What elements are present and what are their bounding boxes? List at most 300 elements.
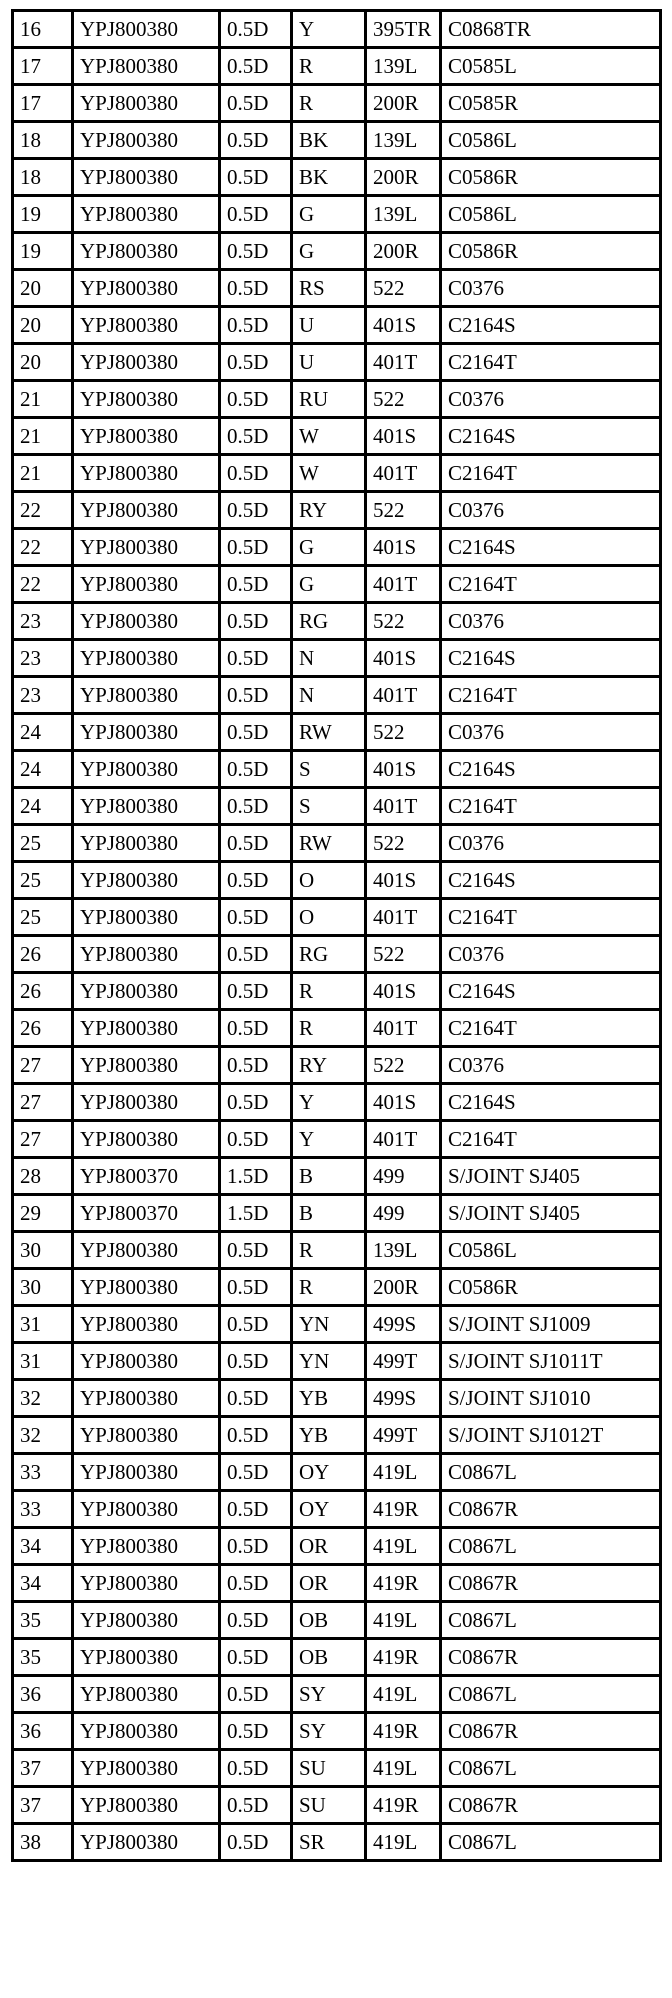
table-row: [13, 529, 661, 566]
table-row: [13, 1565, 661, 1602]
cell-terminal: 419R: [366, 1787, 441, 1824]
cell-number: 33: [13, 1491, 73, 1528]
cell-connector: C0376: [441, 492, 661, 529]
cell-number: 23: [13, 640, 73, 677]
cell-color: RG: [292, 603, 366, 640]
cell-size: 0.5D: [220, 418, 292, 455]
cell-size: 0.5D: [220, 11, 292, 48]
cell-number: 24: [13, 788, 73, 825]
cell-color: R: [292, 1010, 366, 1047]
cell-number: 27: [13, 1121, 73, 1158]
cell-terminal: 401T: [366, 566, 441, 603]
table-row: [13, 1639, 661, 1676]
cell-number: 30: [13, 1269, 73, 1306]
cell-color: Y: [292, 11, 366, 48]
cell-part-no: YPJ800380: [73, 529, 220, 566]
cell-color: R: [292, 973, 366, 1010]
cell-part-no: YPJ800380: [73, 122, 220, 159]
cell-number: 31: [13, 1306, 73, 1343]
cell-terminal: 401S: [366, 973, 441, 1010]
cell-terminal: 139L: [366, 1232, 441, 1269]
cell-connector: C0585R: [441, 85, 661, 122]
cell-terminal: 522: [366, 603, 441, 640]
cell-size: 0.5D: [220, 640, 292, 677]
cell-part-no: YPJ800380: [73, 196, 220, 233]
cell-size: 0.5D: [220, 1121, 292, 1158]
table-row: [13, 1010, 661, 1047]
cell-part-no: YPJ800380: [73, 936, 220, 973]
cell-terminal: 401S: [366, 1084, 441, 1121]
cell-color: R: [292, 1232, 366, 1269]
cell-color: OB: [292, 1639, 366, 1676]
cell-color: S: [292, 751, 366, 788]
cell-terminal: 522: [366, 1047, 441, 1084]
cell-connector: C0376: [441, 381, 661, 418]
cell-part-no: YPJ800380: [73, 1306, 220, 1343]
cell-number: 35: [13, 1602, 73, 1639]
cell-number: 33: [13, 1454, 73, 1491]
cell-color: RW: [292, 714, 366, 751]
table-row: [13, 1824, 661, 1861]
cell-color: U: [292, 307, 366, 344]
cell-number: 21: [13, 381, 73, 418]
cell-connector: C2164T: [441, 455, 661, 492]
cell-number: 26: [13, 936, 73, 973]
table-row: [13, 455, 661, 492]
cell-terminal: 419R: [366, 1713, 441, 1750]
cell-part-no: YPJ800380: [73, 381, 220, 418]
cell-connector: C0868TR: [441, 11, 661, 48]
cell-color: OB: [292, 1602, 366, 1639]
cell-connector: C2164S: [441, 640, 661, 677]
cell-part-no: YPJ800380: [73, 1010, 220, 1047]
table-row: [13, 11, 661, 48]
table-row: [13, 344, 661, 381]
cell-number: 22: [13, 492, 73, 529]
cell-number: 36: [13, 1676, 73, 1713]
cell-part-no: YPJ800380: [73, 418, 220, 455]
cell-terminal: 139L: [366, 196, 441, 233]
table-row: [13, 751, 661, 788]
cell-color: OY: [292, 1491, 366, 1528]
cell-size: 0.5D: [220, 899, 292, 936]
cell-terminal: 499: [366, 1158, 441, 1195]
cell-part-no: YPJ800380: [73, 1380, 220, 1417]
table-row: [13, 1269, 661, 1306]
cell-size: 0.5D: [220, 603, 292, 640]
table-row: [13, 1343, 661, 1380]
cell-part-no: YPJ800380: [73, 714, 220, 751]
cell-number: 19: [13, 233, 73, 270]
cell-terminal: 419R: [366, 1491, 441, 1528]
cell-terminal: 499S: [366, 1306, 441, 1343]
cell-connector: C0867R: [441, 1491, 661, 1528]
cell-number: 27: [13, 1084, 73, 1121]
cell-size: 0.5D: [220, 566, 292, 603]
cell-color: BK: [292, 159, 366, 196]
cell-connector: C0376: [441, 603, 661, 640]
cell-connector: C0586L: [441, 122, 661, 159]
cell-size: 0.5D: [220, 307, 292, 344]
cell-part-no: YPJ800380: [73, 825, 220, 862]
cell-color: OR: [292, 1528, 366, 1565]
cell-part-no: YPJ800380: [73, 973, 220, 1010]
cell-terminal: 419L: [366, 1676, 441, 1713]
cell-color: B: [292, 1158, 366, 1195]
cell-size: 0.5D: [220, 492, 292, 529]
cell-part-no: YPJ800380: [73, 233, 220, 270]
table-row: [13, 1750, 661, 1787]
cell-terminal: 401S: [366, 640, 441, 677]
cell-size: 0.5D: [220, 381, 292, 418]
table-row: [13, 1380, 661, 1417]
cell-terminal: 419L: [366, 1824, 441, 1861]
cell-color: G: [292, 233, 366, 270]
cell-terminal: 401S: [366, 418, 441, 455]
cell-color: N: [292, 640, 366, 677]
cell-connector: C0867L: [441, 1676, 661, 1713]
cell-number: 26: [13, 973, 73, 1010]
cell-number: 37: [13, 1787, 73, 1824]
cell-terminal: 401T: [366, 344, 441, 381]
cell-terminal: 499S: [366, 1380, 441, 1417]
cell-terminal: 419L: [366, 1528, 441, 1565]
cell-color: YN: [292, 1306, 366, 1343]
cell-number: 21: [13, 455, 73, 492]
cell-connector: C2164T: [441, 1121, 661, 1158]
cell-terminal: 401T: [366, 788, 441, 825]
cell-size: 0.5D: [220, 1417, 292, 1454]
table-row: [13, 48, 661, 85]
cell-connector: C0376: [441, 270, 661, 307]
cell-size: 0.5D: [220, 1639, 292, 1676]
cell-number: 32: [13, 1380, 73, 1417]
table-row: [13, 936, 661, 973]
cell-connector: C0376: [441, 1047, 661, 1084]
cell-size: 0.5D: [220, 1232, 292, 1269]
cell-terminal: 499T: [366, 1417, 441, 1454]
cell-terminal: 401S: [366, 307, 441, 344]
table-row: [13, 418, 661, 455]
table-row: [13, 714, 661, 751]
cell-color: G: [292, 529, 366, 566]
cell-number: 24: [13, 751, 73, 788]
table-row: [13, 603, 661, 640]
cell-connector: C2164S: [441, 529, 661, 566]
cell-part-no: YPJ800380: [73, 862, 220, 899]
cell-connector: C0867R: [441, 1565, 661, 1602]
cell-number: 37: [13, 1750, 73, 1787]
cell-connector: C0586R: [441, 1269, 661, 1306]
cell-part-no: YPJ800380: [73, 751, 220, 788]
cell-color: OY: [292, 1454, 366, 1491]
cell-terminal: 401S: [366, 751, 441, 788]
cell-part-no: YPJ800380: [73, 492, 220, 529]
cell-part-no: YPJ800380: [73, 1713, 220, 1750]
cell-terminal: 522: [366, 492, 441, 529]
cell-number: 31: [13, 1343, 73, 1380]
cell-size: 1.5D: [220, 1158, 292, 1195]
cell-size: 0.5D: [220, 1565, 292, 1602]
cell-number: 20: [13, 307, 73, 344]
cell-color: OR: [292, 1565, 366, 1602]
cell-size: 0.5D: [220, 270, 292, 307]
cell-size: 0.5D: [220, 1676, 292, 1713]
cell-connector: S/JOINT SJ405: [441, 1195, 661, 1232]
cell-number: 22: [13, 566, 73, 603]
cell-number: 25: [13, 862, 73, 899]
table-row: [13, 1713, 661, 1750]
cell-connector: C0376: [441, 825, 661, 862]
cell-connector: C0586R: [441, 159, 661, 196]
cell-number: 19: [13, 196, 73, 233]
cell-color: R: [292, 48, 366, 85]
cell-connector: C0376: [441, 936, 661, 973]
cell-color: W: [292, 418, 366, 455]
cell-number: 29: [13, 1195, 73, 1232]
cell-number: 38: [13, 1824, 73, 1861]
cell-terminal: 401S: [366, 862, 441, 899]
cell-size: 0.5D: [220, 1269, 292, 1306]
cell-size: 0.5D: [220, 233, 292, 270]
cell-part-no: YPJ800380: [73, 1750, 220, 1787]
table-row: [13, 196, 661, 233]
cell-color: YB: [292, 1417, 366, 1454]
cell-color: YB: [292, 1380, 366, 1417]
cell-number: 16: [13, 11, 73, 48]
cell-part-no: YPJ800380: [73, 270, 220, 307]
cell-part-no: YPJ800380: [73, 159, 220, 196]
cell-size: 0.5D: [220, 825, 292, 862]
cell-terminal: 139L: [366, 48, 441, 85]
table-row: [13, 85, 661, 122]
cell-number: 22: [13, 529, 73, 566]
cell-connector: C2164S: [441, 418, 661, 455]
cell-color: SU: [292, 1750, 366, 1787]
cell-part-no: YPJ800380: [73, 1121, 220, 1158]
cell-size: 0.5D: [220, 1750, 292, 1787]
cell-terminal: 419L: [366, 1602, 441, 1639]
table-row: [13, 1195, 661, 1232]
cell-color: SY: [292, 1676, 366, 1713]
cell-terminal: 401S: [366, 529, 441, 566]
cell-color: B: [292, 1195, 366, 1232]
cell-connector: C0867R: [441, 1787, 661, 1824]
table-row: [13, 270, 661, 307]
cell-color: RG: [292, 936, 366, 973]
cell-terminal: 419R: [366, 1565, 441, 1602]
cell-terminal: 522: [366, 270, 441, 307]
table-row: [13, 1454, 661, 1491]
cell-color: S: [292, 788, 366, 825]
cell-size: 0.5D: [220, 1084, 292, 1121]
cell-terminal: 200R: [366, 85, 441, 122]
cell-terminal: 401T: [366, 455, 441, 492]
cell-number: 25: [13, 825, 73, 862]
table-row: [13, 1491, 661, 1528]
cell-color: SU: [292, 1787, 366, 1824]
cell-connector: C0586L: [441, 196, 661, 233]
cell-part-no: YPJ800380: [73, 1454, 220, 1491]
cell-connector: C0867L: [441, 1824, 661, 1861]
table-row: [13, 1047, 661, 1084]
table-row: [13, 159, 661, 196]
cell-part-no: YPJ800380: [73, 1343, 220, 1380]
table-row: [13, 1158, 661, 1195]
wire-table: [11, 9, 662, 1862]
cell-terminal: 401T: [366, 1121, 441, 1158]
cell-size: 0.5D: [220, 936, 292, 973]
cell-size: 0.5D: [220, 196, 292, 233]
cell-connector: S/JOINT SJ1011T: [441, 1343, 661, 1380]
cell-number: 21: [13, 418, 73, 455]
cell-terminal: 200R: [366, 159, 441, 196]
cell-terminal: 200R: [366, 1269, 441, 1306]
cell-color: N: [292, 677, 366, 714]
table-row: [13, 566, 661, 603]
cell-part-no: YPJ800380: [73, 899, 220, 936]
cell-size: 0.5D: [220, 788, 292, 825]
cell-terminal: 522: [366, 825, 441, 862]
cell-size: 0.5D: [220, 85, 292, 122]
cell-terminal: 419R: [366, 1639, 441, 1676]
cell-part-no: YPJ800380: [73, 1639, 220, 1676]
cell-part-no: YPJ800380: [73, 455, 220, 492]
table-row: [13, 307, 661, 344]
cell-part-no: YPJ800380: [73, 307, 220, 344]
cell-color: RS: [292, 270, 366, 307]
cell-connector: C0867R: [441, 1713, 661, 1750]
table-row: [13, 381, 661, 418]
table-row: [13, 1084, 661, 1121]
cell-number: 28: [13, 1158, 73, 1195]
cell-color: BK: [292, 122, 366, 159]
cell-connector: C2164T: [441, 899, 661, 936]
cell-size: 0.5D: [220, 751, 292, 788]
cell-terminal: 419L: [366, 1454, 441, 1491]
cell-color: RU: [292, 381, 366, 418]
cell-connector: C2164T: [441, 344, 661, 381]
cell-number: 36: [13, 1713, 73, 1750]
cell-connector: C0586R: [441, 233, 661, 270]
cell-connector: C2164T: [441, 788, 661, 825]
cell-terminal: 395TR: [366, 11, 441, 48]
table-row: [13, 788, 661, 825]
cell-part-no: YPJ800380: [73, 1824, 220, 1861]
cell-number: 17: [13, 85, 73, 122]
cell-number: 20: [13, 344, 73, 381]
cell-size: 0.5D: [220, 1602, 292, 1639]
cell-part-no: YPJ800380: [73, 1491, 220, 1528]
cell-number: 20: [13, 270, 73, 307]
cell-part-no: YPJ800380: [73, 1602, 220, 1639]
cell-part-no: YPJ800380: [73, 640, 220, 677]
cell-terminal: 401T: [366, 677, 441, 714]
cell-size: 0.5D: [220, 1047, 292, 1084]
cell-terminal: 499: [366, 1195, 441, 1232]
cell-number: 18: [13, 159, 73, 196]
cell-part-no: YPJ800380: [73, 1528, 220, 1565]
cell-connector: C0867L: [441, 1750, 661, 1787]
cell-color: RW: [292, 825, 366, 862]
table-row: [13, 1602, 661, 1639]
table-row: [13, 1528, 661, 1565]
cell-color: RY: [292, 1047, 366, 1084]
cell-connector: S/JOINT SJ1010: [441, 1380, 661, 1417]
cell-terminal: 419L: [366, 1750, 441, 1787]
cell-size: 0.5D: [220, 1380, 292, 1417]
table-row: [13, 1787, 661, 1824]
cell-part-no: YPJ800380: [73, 677, 220, 714]
cell-size: 0.5D: [220, 1491, 292, 1528]
table-row: [13, 1232, 661, 1269]
cell-connector: C0867L: [441, 1454, 661, 1491]
cell-number: 34: [13, 1565, 73, 1602]
table-row: [13, 862, 661, 899]
cell-terminal: 200R: [366, 233, 441, 270]
cell-connector: C2164S: [441, 307, 661, 344]
cell-part-no: YPJ800380: [73, 1787, 220, 1824]
cell-connector: C2164S: [441, 973, 661, 1010]
cell-part-no: YPJ800380: [73, 1084, 220, 1121]
cell-size: 0.5D: [220, 677, 292, 714]
cell-size: 0.5D: [220, 529, 292, 566]
cell-part-no: YPJ800380: [73, 1417, 220, 1454]
cell-part-no: YPJ800370: [73, 1158, 220, 1195]
cell-connector: S/JOINT SJ1012T: [441, 1417, 661, 1454]
cell-number: 18: [13, 122, 73, 159]
cell-part-no: YPJ800380: [73, 603, 220, 640]
cell-size: 0.5D: [220, 1343, 292, 1380]
cell-part-no: YPJ800380: [73, 788, 220, 825]
cell-part-no: YPJ800380: [73, 344, 220, 381]
cell-part-no: YPJ800380: [73, 1565, 220, 1602]
cell-connector: C0867R: [441, 1639, 661, 1676]
cell-part-no: YPJ800380: [73, 1676, 220, 1713]
cell-connector: C2164S: [441, 862, 661, 899]
table-row: [13, 1306, 661, 1343]
cell-size: 0.5D: [220, 344, 292, 381]
cell-number: 30: [13, 1232, 73, 1269]
cell-part-no: YPJ800380: [73, 1269, 220, 1306]
cell-terminal: 401T: [366, 1010, 441, 1047]
cell-terminal: 522: [366, 381, 441, 418]
cell-size: 1.5D: [220, 1195, 292, 1232]
cell-terminal: 499T: [366, 1343, 441, 1380]
cell-part-no: YPJ800380: [73, 85, 220, 122]
cell-color: SY: [292, 1713, 366, 1750]
cell-color: G: [292, 196, 366, 233]
cell-color: R: [292, 1269, 366, 1306]
cell-number: 26: [13, 1010, 73, 1047]
cell-color: RY: [292, 492, 366, 529]
cell-connector: C2164S: [441, 751, 661, 788]
cell-size: 0.5D: [220, 973, 292, 1010]
cell-number: 35: [13, 1639, 73, 1676]
table-row: [13, 233, 661, 270]
cell-size: 0.5D: [220, 1713, 292, 1750]
table-row: [13, 973, 661, 1010]
cell-color: SR: [292, 1824, 366, 1861]
cell-connector: C0586L: [441, 1232, 661, 1269]
cell-size: 0.5D: [220, 48, 292, 85]
cell-color: Y: [292, 1121, 366, 1158]
cell-color: W: [292, 455, 366, 492]
table-row: [13, 825, 661, 862]
cell-size: 0.5D: [220, 1528, 292, 1565]
cell-part-no: YPJ800370: [73, 1195, 220, 1232]
cell-connector: S/JOINT SJ1009: [441, 1306, 661, 1343]
